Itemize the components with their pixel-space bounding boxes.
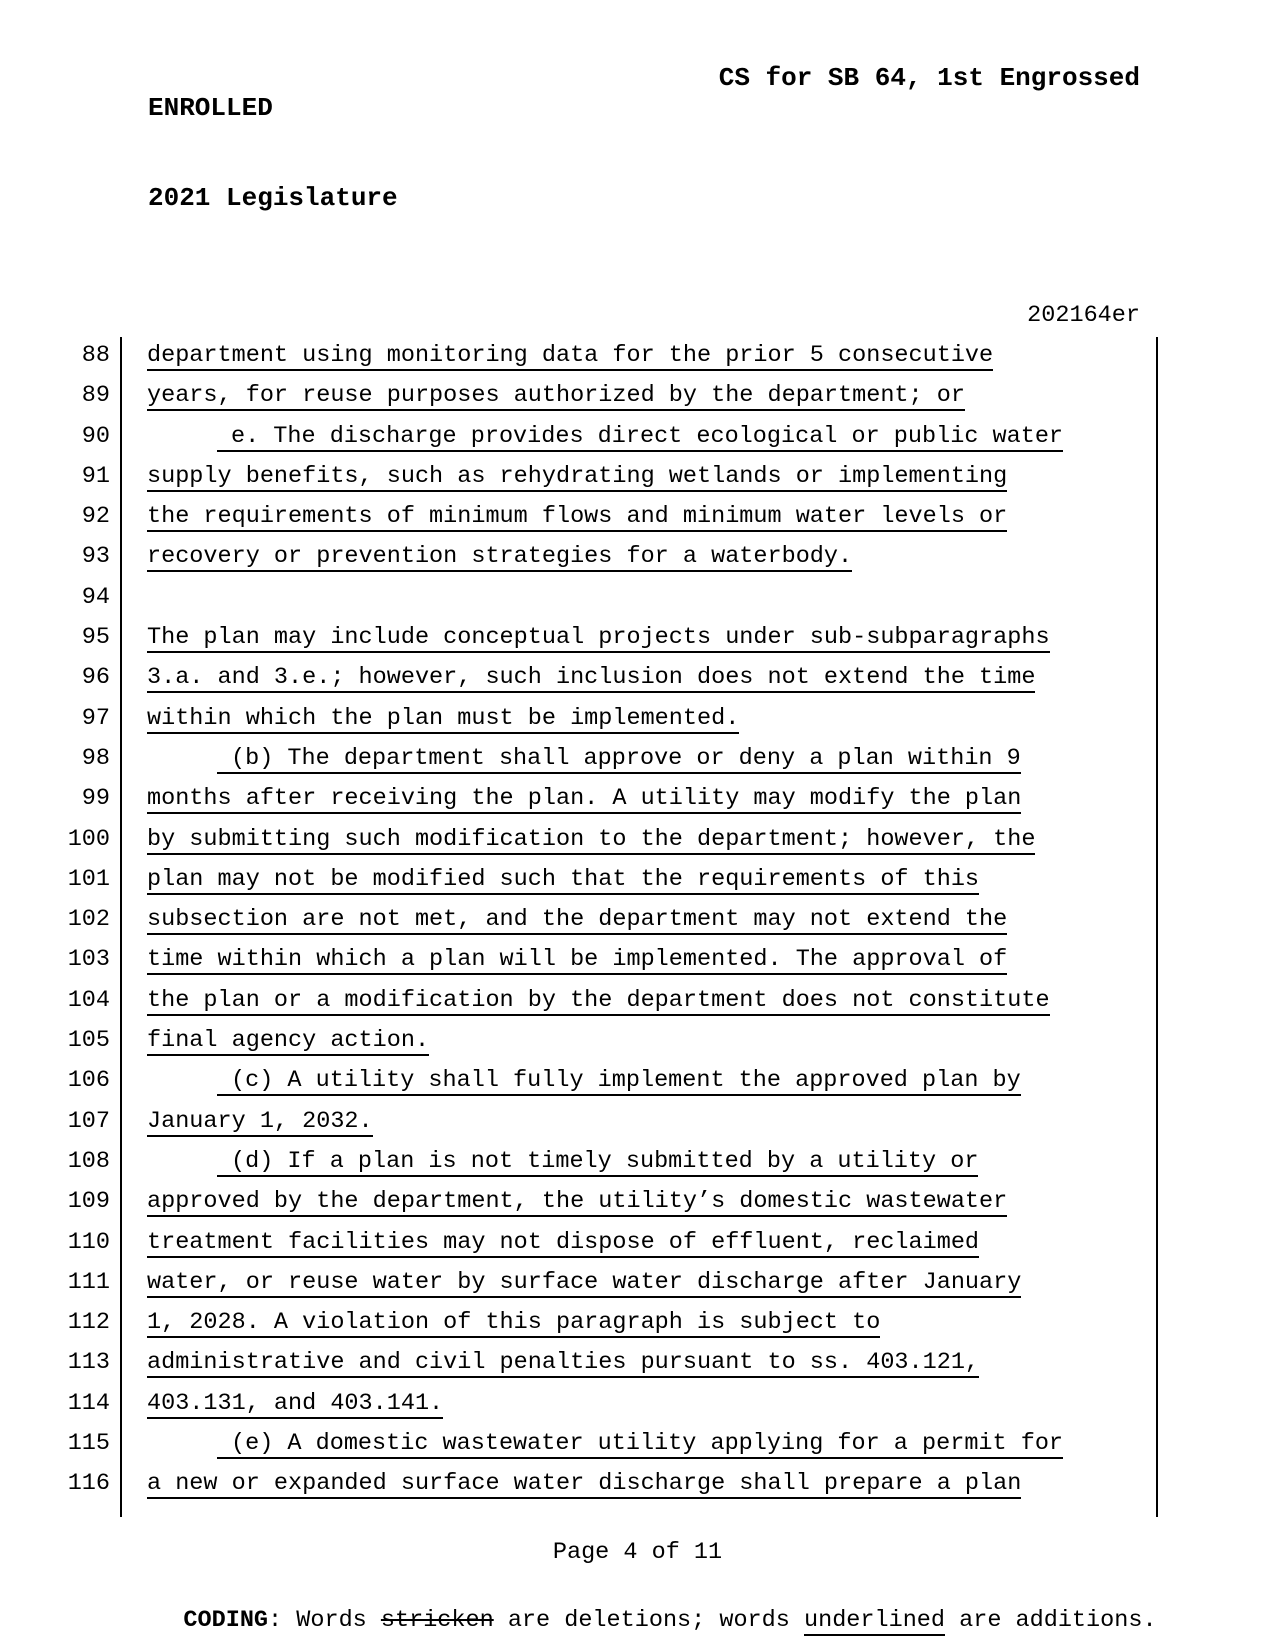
line-text: e. The discharge provides direct ecological or public water bbox=[217, 417, 1063, 457]
bill-line bbox=[0, 1303, 1156, 1343]
bill-line bbox=[0, 699, 1156, 739]
bill-line bbox=[0, 739, 1156, 779]
line-number: 88 bbox=[81, 342, 110, 369]
line-number: 107 bbox=[67, 1107, 110, 1135]
line-text: (c) A utility shall fully implement the approved plan by bbox=[217, 1061, 1021, 1101]
bill-line bbox=[0, 336, 1156, 376]
bill-line bbox=[0, 820, 1156, 860]
coding-label: CODING bbox=[183, 1607, 269, 1634]
line-text: plan may not be modified such that the requirements of this bbox=[147, 865, 980, 893]
right-margin-rule bbox=[1156, 337, 1158, 1517]
page-number: Page 4 of 11 bbox=[552, 1539, 723, 1566]
line-number: 96 bbox=[81, 664, 110, 692]
line-number: 100 bbox=[67, 825, 110, 853]
line-number: 89 bbox=[81, 382, 110, 410]
line-text: the plan or a modification by the department does not constitute bbox=[147, 986, 1050, 1014]
line-number: 115 bbox=[67, 1430, 110, 1458]
bill-title: CS for SB 64, 1st Engrossed bbox=[718, 63, 1140, 93]
coding-words-1: Words bbox=[296, 1607, 381, 1634]
line-text: (d) If a plan is not timely submitted by a utility or bbox=[217, 1142, 978, 1182]
bill-line bbox=[0, 1263, 1156, 1303]
enrolled-stamp: ENROLLED bbox=[148, 93, 273, 123]
line-number: 93 bbox=[81, 543, 110, 571]
line-number: 94 bbox=[81, 583, 110, 611]
bill-line bbox=[0, 779, 1156, 819]
legislature-label: 2021 Legislature bbox=[148, 183, 398, 213]
bill-line bbox=[0, 1142, 1156, 1182]
line-number: 108 bbox=[67, 1147, 110, 1175]
line-text: the requirements of minimum flows and minimum water levels or bbox=[147, 503, 1008, 531]
bill-line bbox=[0, 1464, 1156, 1504]
bill-line bbox=[0, 1061, 1156, 1101]
line-number: 112 bbox=[67, 1309, 110, 1337]
coding-stricken-sample: stricken bbox=[380, 1607, 494, 1634]
line-number: 105 bbox=[67, 1027, 110, 1055]
bill-line bbox=[0, 417, 1156, 457]
line-number: 101 bbox=[67, 865, 110, 893]
line-text: department using monitoring data for the prior 5 consecutive bbox=[147, 342, 994, 369]
line-number: 116 bbox=[67, 1470, 110, 1498]
bill-line bbox=[0, 537, 1156, 577]
line-text: months after receiving the plan. A utility may modify the plan bbox=[147, 785, 1022, 813]
line-number: 97 bbox=[81, 704, 110, 732]
line-text: years, for reuse purposes authorized by the department; or bbox=[147, 382, 965, 410]
line-text: subsection are not met, and the department may not extend the bbox=[147, 906, 1008, 934]
line-text: 403.131, and 403.141. bbox=[147, 1389, 444, 1417]
line-number: 103 bbox=[67, 946, 110, 974]
line-number: 111 bbox=[67, 1268, 110, 1296]
bill-line bbox=[0, 457, 1156, 497]
line-text: within which the plan must be implemented. bbox=[147, 704, 740, 732]
line-text: administrative and civil penalties pursuant to ss. 403.121, bbox=[147, 1349, 980, 1377]
bill-line bbox=[0, 578, 1156, 618]
line-number: 106 bbox=[67, 1067, 110, 1095]
bill-line bbox=[0, 1182, 1156, 1222]
bill-line bbox=[0, 860, 1156, 900]
line-number: 113 bbox=[67, 1349, 110, 1377]
line-text: time within which a plan will be implemented. The approval of bbox=[147, 946, 1008, 974]
line-number: 110 bbox=[67, 1228, 110, 1256]
bill-line bbox=[0, 1021, 1156, 1061]
bill-line bbox=[0, 981, 1156, 1021]
line-number: 102 bbox=[67, 906, 110, 934]
coding-separator: : bbox=[268, 1607, 297, 1634]
doc-code: 202164er bbox=[1027, 302, 1140, 329]
line-text: 1, 2028. A violation of this paragraph is subject to bbox=[147, 1309, 881, 1337]
line-number: 114 bbox=[67, 1389, 110, 1417]
line-number: 99 bbox=[81, 785, 110, 813]
line-text: (b) The department shall approve or deny a plan within 9 bbox=[217, 739, 1021, 779]
line-number: 104 bbox=[67, 986, 110, 1014]
bill-line bbox=[0, 940, 1156, 980]
line-text: supply benefits, such as rehydrating wetlands or implementing bbox=[147, 462, 1008, 490]
line-number: 98 bbox=[81, 744, 110, 772]
bill-line bbox=[0, 618, 1156, 658]
bill-line bbox=[0, 1384, 1156, 1424]
line-text: recovery or prevention strategies for a waterbody. bbox=[147, 543, 853, 571]
line-text: The plan may include conceptual projects under sub-subparagraphs bbox=[147, 624, 1050, 652]
line-text: water, or reuse water by surface water discharge after January bbox=[147, 1268, 1022, 1296]
coding-end-text: are additions. bbox=[945, 1607, 1157, 1634]
line-number: 91 bbox=[81, 462, 110, 490]
line-text: (e) A domestic wastewater utility applying for a permit for bbox=[217, 1424, 1063, 1464]
line-number: 92 bbox=[81, 503, 110, 531]
bill-line bbox=[0, 1102, 1156, 1142]
line-text: approved by the department, the utility’s domestic wastewater bbox=[147, 1188, 1008, 1216]
bill-line bbox=[0, 497, 1156, 537]
line-number: 90 bbox=[81, 422, 110, 450]
bill-line bbox=[0, 376, 1156, 416]
line-number: 95 bbox=[81, 624, 110, 652]
coding-middle-text: are deletions; words bbox=[493, 1607, 804, 1634]
bill-text-lines bbox=[0, 336, 1156, 1505]
bill-line bbox=[0, 900, 1156, 940]
bill-line bbox=[0, 658, 1156, 698]
line-text: final agency action. bbox=[147, 1027, 430, 1055]
line-text: treatment facilities may not dispose of effluent, reclaimed bbox=[147, 1228, 980, 1256]
line-text: January 1, 2032. bbox=[147, 1107, 373, 1135]
bill-line bbox=[0, 1223, 1156, 1263]
line-text: by submitting such modification to the department; however, the bbox=[147, 825, 1036, 853]
coding-legend bbox=[127, 1576, 1157, 1650]
line-text: 3.a. and 3.e.; however, such inclusion does not extend the time bbox=[147, 664, 1036, 692]
bill-line bbox=[0, 1424, 1156, 1464]
coding-underlined-sample: underlined bbox=[803, 1607, 946, 1634]
line-number: 109 bbox=[67, 1188, 110, 1216]
bill-line bbox=[0, 1343, 1156, 1383]
line-text: a new or expanded surface water discharge shall prepare a plan bbox=[147, 1470, 1022, 1498]
